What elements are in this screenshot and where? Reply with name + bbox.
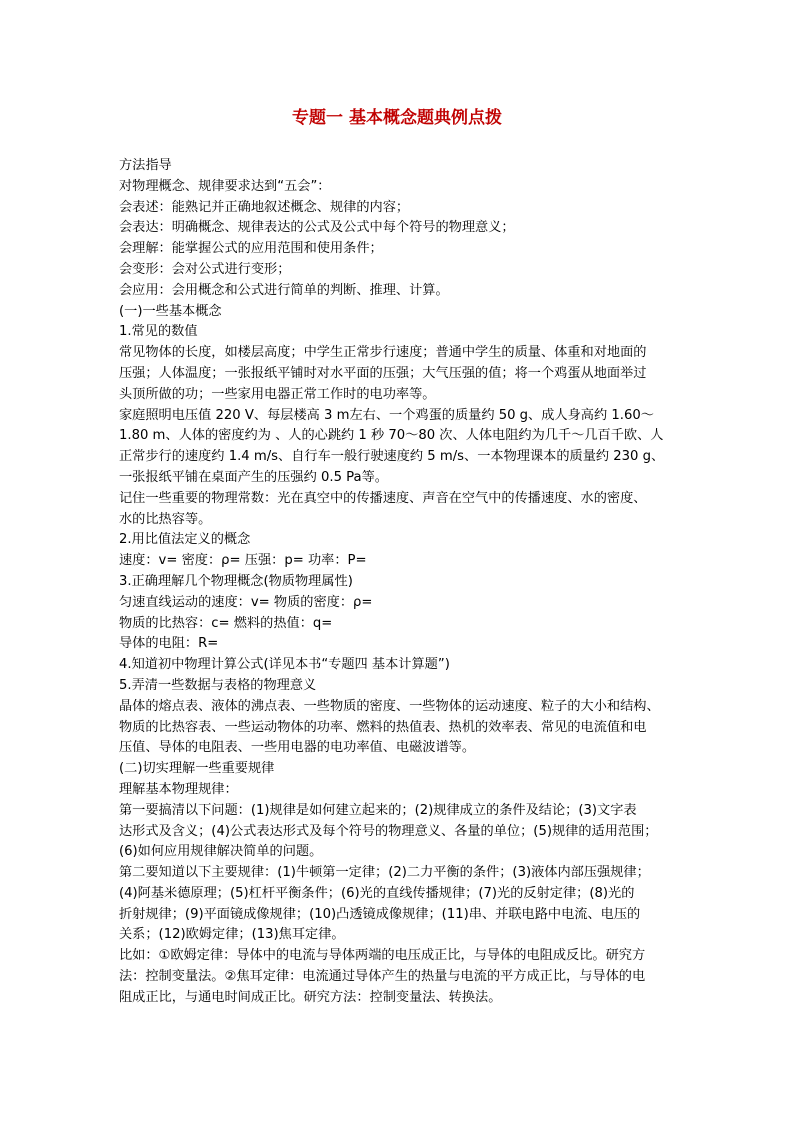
text-line: 会应用：会用概念和公式进行简单的判断、推理、计算。 bbox=[119, 282, 449, 298]
subsection-heading: 1.常见的数值 bbox=[119, 324, 198, 340]
text-line: 水的比热容等。 bbox=[119, 511, 212, 527]
text-line: 常见物体的长度，如楼层高度；中学生正常步行速度；普通中学生的质量、体重和对地面的 bbox=[119, 345, 647, 361]
text-line: 阻成正比，与通电时间成正比。研究方法：控制变量法、转换法。 bbox=[119, 989, 502, 1005]
text-line: 理解基本物理规律： bbox=[119, 781, 238, 797]
formula-line: 速度：v= 密度：ρ= 压强：p= 功率：P= bbox=[119, 553, 367, 569]
text-line: 正常步行的速度约 1.4 m/s、自行车一般行驶速度约 5 m/s、一本物理课本的质量约 230 g、 bbox=[119, 449, 665, 465]
section-heading: (二)切实理解一些重要规律 bbox=[119, 761, 275, 777]
text-line: 关系；(12)欧姆定律；(13)焦耳定律。 bbox=[119, 927, 345, 943]
text-line: 1.80 m、人体的密度约为 、人的心跳约 1 秒 70～80 次、人体电阻约为几千～几百千欧、人 bbox=[119, 428, 664, 444]
formula-line: 匀速直线运动的速度：v= 物质的密度：ρ= bbox=[119, 594, 373, 610]
subsection-heading: 5.弄清一些数据与表格的物理意义 bbox=[119, 677, 317, 693]
text-line: 对物理概念、规律要求达到“五会”： bbox=[119, 178, 331, 194]
text-line: 头顶所做的功；一些家用电器正常工作时的电功率等。 bbox=[119, 386, 436, 402]
text-line: (4)阿基米德原理；(5)杠杆平衡条件；(6)光的直线传播规律；(7)光的反射定律；(8)光的 bbox=[119, 885, 635, 901]
section-heading: 方法指导 bbox=[119, 158, 172, 173]
text-line: 物质的比热容表、一些运动物体的功率、燃料的热值表、热机的效率表、常见的电流值和电 bbox=[119, 719, 647, 735]
document-body bbox=[119, 156, 675, 1009]
text-line: (6)如何应用规律解决简单的问题。 bbox=[119, 844, 323, 860]
text-line: 会理解：能掌握公式的应用范围和使用条件； bbox=[119, 241, 383, 257]
text-line: 记住一些重要的物理常数：光在真空中的传播速度、声音在空气中的传播速度、水的密度、 bbox=[119, 490, 647, 506]
text-line: 家庭照明电压值 220 V、每层楼高 3 m左右、一个鸡蛋的质量约 50 g、成人身高约 1.60～ bbox=[119, 407, 654, 423]
text-line: 达形式及含义；(4)公式表达形式及每个符号的物理意义、各量的单位；(5)规律的适用范围； bbox=[119, 823, 658, 839]
text-line: 第二要知道以下主要规律：(1)牛顿第一定律；(2)二力平衡的条件；(3)液体内部压强规律； bbox=[119, 865, 650, 881]
text-line: 比如：①欧姆定律：导体中的电流与导体两端的电压成正比，与导体的电阻成反比。研究方 bbox=[119, 948, 646, 964]
text-line: 会表述：能熟记并正确地叙述概念、规律的内容； bbox=[119, 199, 410, 215]
formula-line: 导体的电阻：R= bbox=[119, 636, 219, 652]
text-line: 折射规律；(9)平面镜成像规律；(10)凸透镜成像规律；(11)串、并联电路中电流、电压的 bbox=[119, 906, 641, 922]
page-title: 专题一 基本概念题典例点拨 bbox=[292, 108, 502, 128]
section-heading: (一)一些基本概念 bbox=[119, 303, 222, 319]
text-line: 晶体的熔点表、液体的沸点表、一些物质的密度、一些物体的运动速度、粒子的大小和结构、 bbox=[119, 698, 660, 714]
text-line: 一张报纸平铺在桌面产生的压强约 0.5 Pa等。 bbox=[119, 469, 388, 485]
text-line: 会变形：会对公式进行变形； bbox=[119, 261, 291, 277]
text-line: 第一要搞清以下问题：(1)规律是如何建立起来的；(2)规律成立的条件及结论；(3)文字表 bbox=[119, 802, 637, 818]
text-line: 压值、导体的电阻表、一些用电器的电功率值、电磁波谱等。 bbox=[119, 740, 476, 756]
formula-line: 物质的比热容：c= 燃料的热值：q= bbox=[119, 615, 333, 631]
subsection-heading: 2.用比值法定义的概念 bbox=[119, 532, 251, 548]
text-line: 压强；人体温度；一张报纸平铺时对水平面的压强；大气压强的值；将一个鸡蛋从地面举过 bbox=[119, 365, 647, 381]
subsection-heading: 4.知道初中物理计算公式(详见本书“专题四 基本计算题”) bbox=[119, 657, 450, 673]
text-line: 会表达：明确概念、规律表达的公式及公式中每个符号的物理意义； bbox=[119, 220, 515, 236]
subsection-heading: 3.正确理解几个物理概念(物质物理属性) bbox=[119, 573, 353, 589]
text-line: 法：控制变量法。②焦耳定律：电流通过导体产生的热量与电流的平方成正比，与导体的电 bbox=[119, 969, 646, 985]
